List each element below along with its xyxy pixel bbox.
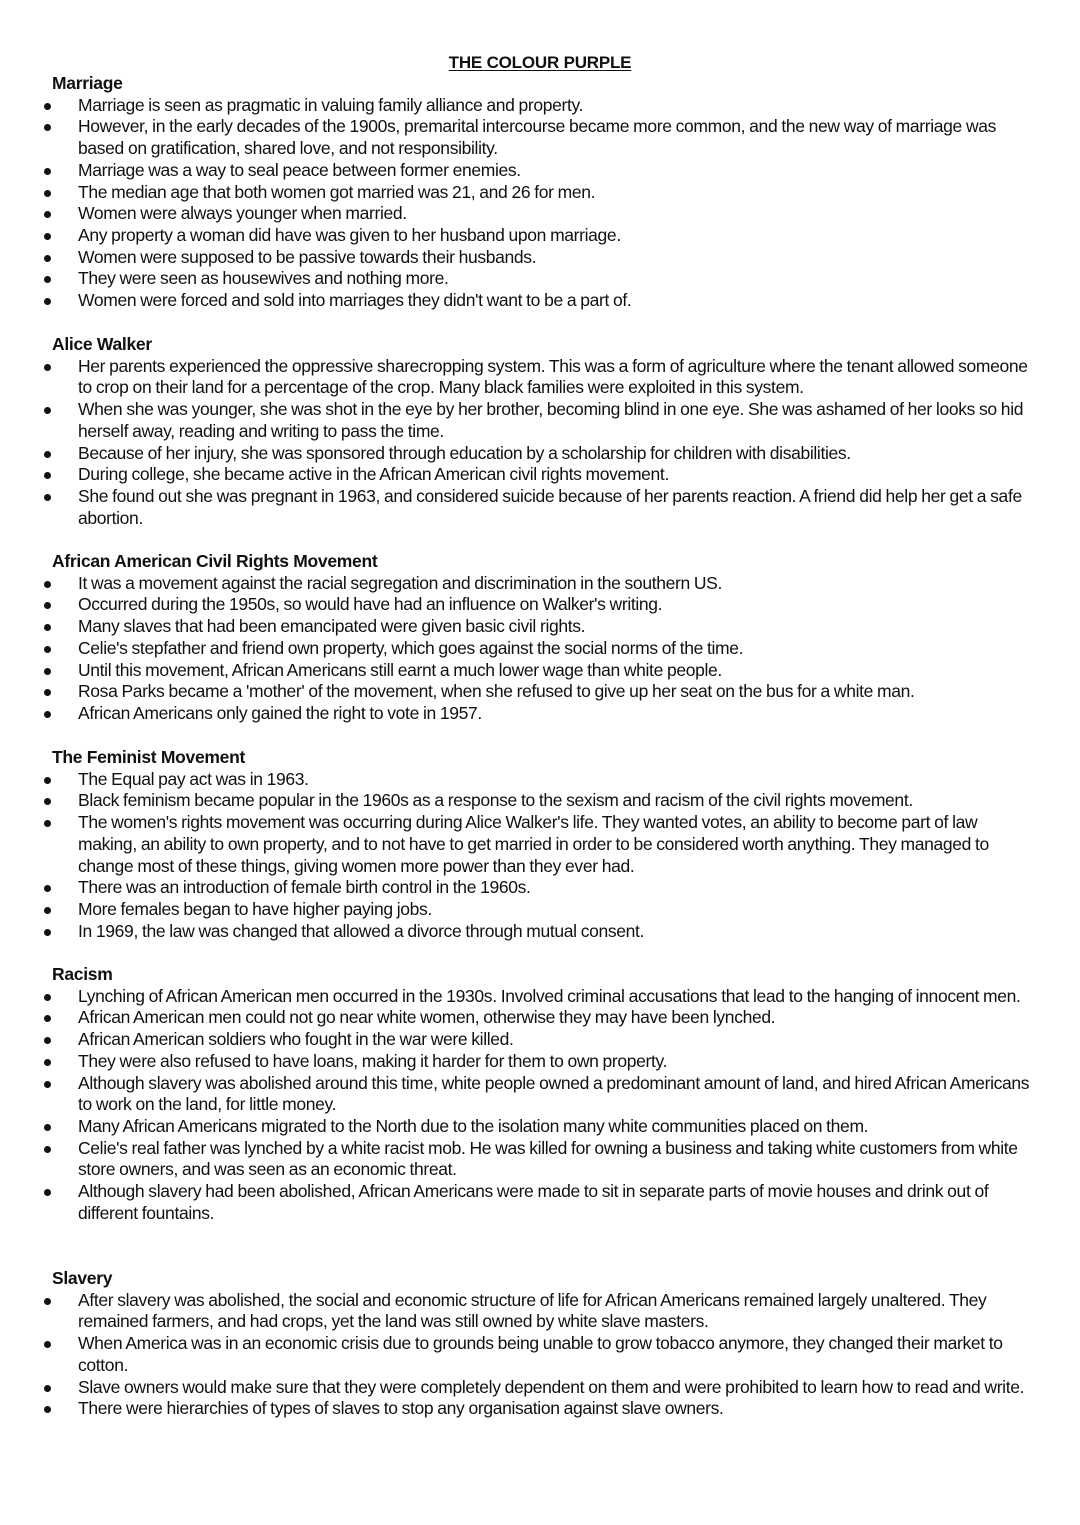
bullet-icon	[44, 907, 51, 914]
section-heading: Alice Walker	[52, 334, 152, 354]
list-item: Black feminism became popular in the 1960s as a response to the sexism and racism of the civil rights movement.	[0, 790, 1080, 812]
list-item: They were also refused to have loans, making it harder for them to own property.	[0, 1051, 1080, 1073]
section-heading: Marriage	[52, 73, 123, 93]
list-item: Occurred during the 1950s, so would have had an influence on Walker's writing.	[0, 594, 1080, 616]
bullet-icon	[44, 602, 51, 609]
section-heading: The Feminist Movement	[52, 747, 246, 767]
section-slavery	[0, 1268, 1080, 1420]
bullet-list	[0, 95, 1080, 312]
bullet-icon	[44, 494, 51, 501]
bullet-list	[0, 769, 1080, 943]
bullet-icon	[44, 1189, 51, 1196]
bullet-icon	[44, 298, 51, 305]
list-item: They were seen as housewives and nothing more.	[0, 268, 1080, 290]
bullet-icon	[44, 1385, 51, 1392]
list-item: It was a movement against the racial segregation and discrimination in the southern US.	[0, 573, 1080, 595]
bullet-icon	[44, 1081, 51, 1088]
list-item: Any property a woman did have was given to her husband upon marriage.	[0, 225, 1080, 247]
list-item: Celie's stepfather and friend own property, which goes against the social norms of the time.	[0, 638, 1080, 660]
bullet-icon	[44, 646, 51, 653]
list-item: The women's rights movement was occurring during Alice Walker's life. They wanted votes, an ability to become part of law making, an ability to own property, and to not have to get married in order to be considered worth anything. They managed to change most of these things, giving women more power than they ever had.	[0, 812, 1080, 877]
list-item: When she was younger, she was shot in the eye by her brother, becoming blind in one eye. She was ashamed of her looks so hid herself away, reading and writing to pass the time.	[0, 399, 1080, 442]
bullet-icon	[44, 451, 51, 458]
list-item: Although slavery was abolished around this time, white people owned a predominant amount of land, and hired African Americans to work on the land, for little money.	[0, 1073, 1080, 1116]
list-item: During college, she became active in the African American civil rights movement.	[0, 464, 1080, 486]
bullet-icon	[44, 1124, 51, 1131]
list-item: Marriage is seen as pragmatic in valuing family alliance and property.	[0, 95, 1080, 117]
list-item: More females began to have higher paying jobs.	[0, 899, 1080, 921]
document-title: THE COLOUR PURPLE	[448, 53, 632, 72]
list-item: African Americans only gained the right to vote in 1957.	[0, 703, 1080, 725]
bullet-icon	[44, 1015, 51, 1022]
section-heading: African American Civil Rights Movement	[52, 551, 378, 571]
list-item: After slavery was abolished, the social and economic structure of life for African Americans remained largely unaltered. They remained farmers, and had crops, yet the land was still owned by white slave masters.	[0, 1290, 1080, 1333]
list-item: Many African Americans migrated to the North due to the isolation many white communities placed on them.	[0, 1116, 1080, 1138]
bullet-list	[0, 356, 1080, 530]
bullet-list	[0, 1290, 1080, 1420]
section-marriage	[0, 73, 1080, 312]
list-item: Her parents experienced the oppressive sharecropping system. This was a form of agriculture where the tenant allowed someone to crop on their land for a percentage of the crop. Many black families were exploited in this system.	[0, 356, 1080, 399]
bullet-icon	[44, 798, 51, 805]
list-item: Women were forced and sold into marriages they didn't want to be a part of.	[0, 290, 1080, 312]
list-item: Until this movement, African Americans still earnt a much lower wage than white people.	[0, 660, 1080, 682]
list-item: Women were supposed to be passive towards their husbands.	[0, 247, 1080, 269]
list-item: She found out she was pregnant in 1963, and considered suicide because of her parents reaction. A friend did help her get a safe abortion.	[0, 486, 1080, 529]
list-item: The median age that both women got married was 21, and 26 for men.	[0, 182, 1080, 204]
bullet-list	[0, 573, 1080, 725]
section-civil-rights-movement	[0, 551, 1080, 725]
bullet-icon	[44, 1059, 51, 1066]
bullet-icon	[44, 1341, 51, 1348]
list-item: There were hierarchies of types of slaves to stop any organisation against slave owners.	[0, 1398, 1080, 1420]
list-item: Marriage was a way to seal peace between former enemies.	[0, 160, 1080, 182]
list-item: There was an introduction of female birth control in the 1960s.	[0, 877, 1080, 899]
bullet-list	[0, 986, 1080, 1225]
bullet-icon	[44, 211, 51, 218]
list-item: The Equal pay act was in 1963.	[0, 769, 1080, 791]
bullet-icon	[44, 689, 51, 696]
bullet-icon	[44, 994, 51, 1001]
bullet-icon	[44, 472, 51, 479]
bullet-icon	[44, 407, 51, 414]
list-item: Celie's real father was lynched by a white racist mob. He was killed for owning a business and taking white customers from white store owners, and was seen as an economic threat.	[0, 1138, 1080, 1181]
list-item: Women were always younger when married.	[0, 203, 1080, 225]
bullet-icon	[44, 190, 51, 197]
section-racism	[0, 964, 1080, 1224]
section-heading: Racism	[52, 964, 113, 984]
bullet-icon	[44, 276, 51, 283]
list-item: In 1969, the law was changed that allowed a divorce through mutual consent.	[0, 921, 1080, 943]
bullet-icon	[44, 1146, 51, 1153]
bullet-icon	[44, 124, 51, 131]
list-item: Lynching of African American men occurred in the 1930s. Involved criminal accusations that lead to the hanging of innocent men.	[0, 986, 1080, 1008]
bullet-icon	[44, 168, 51, 175]
list-item: Rosa Parks became a 'mother' of the movement, when she refused to give up her seat on the bus for a white man.	[0, 681, 1080, 703]
bullet-icon	[44, 777, 51, 784]
bullet-icon	[44, 1298, 51, 1305]
list-item: Many slaves that had been emancipated were given basic civil rights.	[0, 616, 1080, 638]
bullet-icon	[44, 581, 51, 588]
bullet-icon	[44, 711, 51, 718]
list-item: Because of her injury, she was sponsored through education by a scholarship for children with disabilities.	[0, 443, 1080, 465]
bullet-icon	[44, 668, 51, 675]
bullet-icon	[44, 885, 51, 892]
list-item: Although slavery had been abolished, African Americans were made to sit in separate parts of movie houses and drink out of different fountains.	[0, 1181, 1080, 1224]
list-item: African American soldiers who fought in the war were killed.	[0, 1029, 1080, 1051]
bullet-icon	[44, 1037, 51, 1044]
bullet-icon	[44, 1406, 51, 1413]
bullet-icon	[44, 820, 51, 827]
list-item: African American men could not go near white women, otherwise they may have been lynched.	[0, 1007, 1080, 1029]
bullet-icon	[44, 624, 51, 631]
list-item: When America was in an economic crisis due to grounds being unable to grow tobacco anymore, they changed their market to cotton.	[0, 1333, 1080, 1376]
bullet-icon	[44, 255, 51, 262]
section-feminist-movement	[0, 747, 1080, 942]
list-item: However, in the early decades of the 1900s, premarital intercourse became more common, and the new way of marriage was based on gratification, shared love, and not responsibility.	[0, 116, 1080, 159]
section-heading: Slavery	[52, 1268, 113, 1288]
bullet-icon	[44, 233, 51, 240]
bullet-icon	[44, 364, 51, 371]
section-alice-walker	[0, 334, 1080, 529]
list-item: Slave owners would make sure that they were completely dependent on them and were prohibited to learn how to read and write.	[0, 1377, 1080, 1399]
bullet-icon	[44, 103, 51, 110]
bullet-icon	[44, 929, 51, 936]
